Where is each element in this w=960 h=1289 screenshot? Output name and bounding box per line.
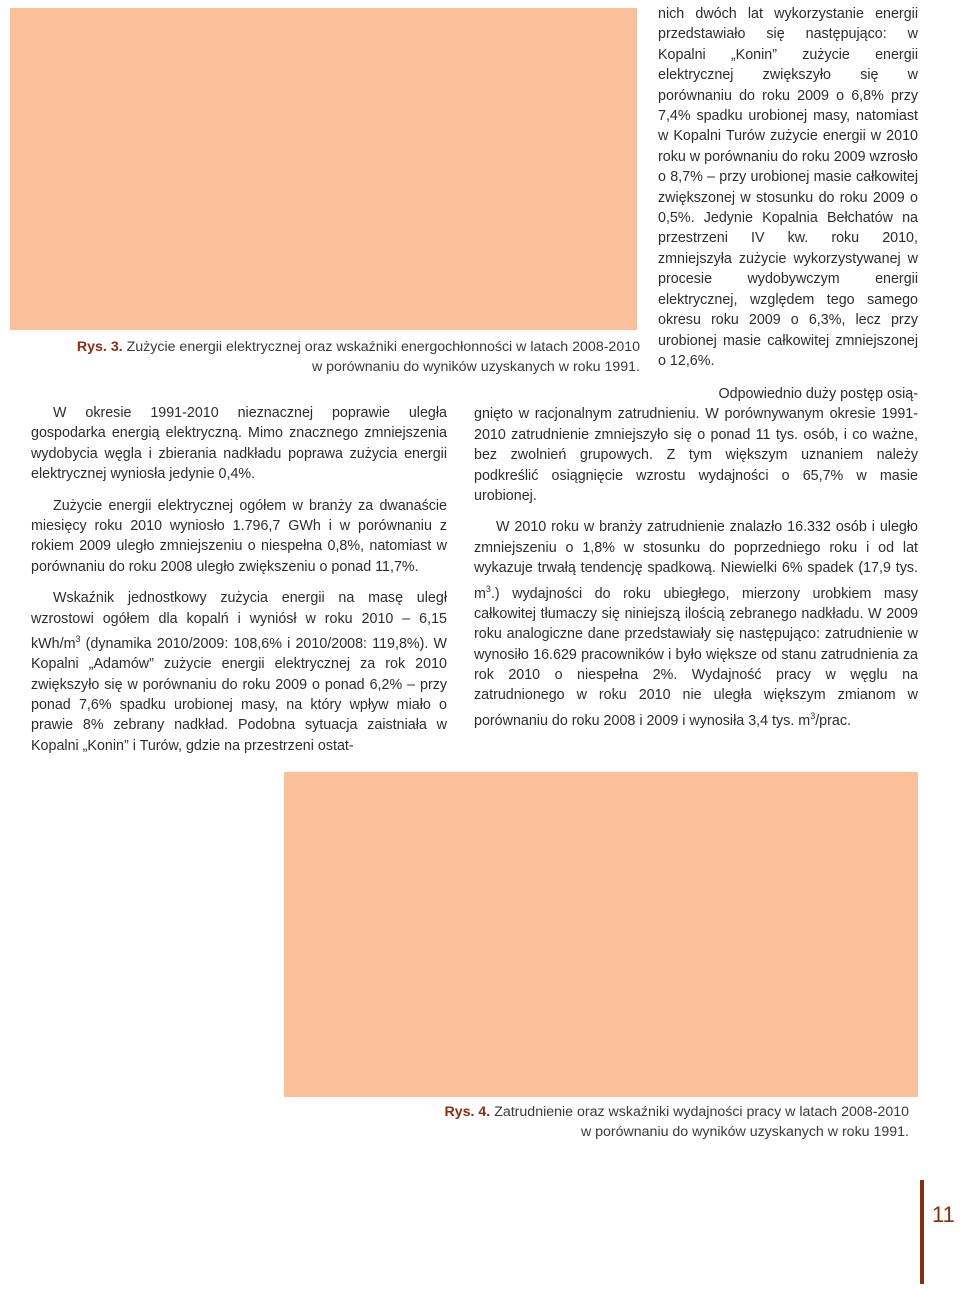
text-run: Wskaźnik jednostkowy zużycia energii na masę uległ wzrostowi ogółem dla kopalń i wyniósł w roku 2010 – 6,15 kWh/m xyxy=(31,590,447,652)
text-run: .) wydajności do roku ubiegłego, mierzony urobkiem masy całkowitej tłumaczy się niniejszą ilością zebranego nadkładu. W 2009 roku analogiczne dane przedstawiały się następująco: zatrudnienie w wynosiło 16.629 pracowników i było większe od stanu zatrudnienia za rok 2010 o niespełna 2%. Wydajność pracy w węglu na zatrudnionego w roku 2010 nie uległa większym zmianom w porównaniu do roku 2008 i 2009 i wynosiła 3,4 tys. m xyxy=(474,585,918,729)
caption-text: Zatrudnienie oraz wskaźniki wydajności pracy w latach 2008-2010 xyxy=(494,1104,909,1120)
right-column-bottom-text xyxy=(474,384,918,731)
caption-line xyxy=(10,337,640,357)
figure-3-caption xyxy=(10,337,640,377)
text-run: Odpowiednio duży postęp osią- xyxy=(718,386,918,402)
text-run: (dynamika 2010/2009: 108,6% i 2010/2008: 119,8%). W Kopalni „Adamów” zużycie energii elektrycznej za rok 2010 zwiększyło się w porównaniu do roku 2009 o ponad 6,2% – przy ponad 7,6% spadku urobionej masy, na który wpływ miało o prawie 8% zebrany nadkład. Podobna sytuacja zaistniała w Kopalni „Konin” i Turów, gdzie na przestrzeni ostat- xyxy=(31,635,447,754)
text-run: /prac. xyxy=(815,712,851,729)
left-column-text xyxy=(31,403,447,756)
caption-text: Zużycie energii elektrycznej oraz wskaźniki energochłonności w latach 2008-2010 xyxy=(126,339,640,355)
caption-line: w porównaniu do wyników uzyskanych w roku 1991. xyxy=(580,1124,909,1140)
right-column-top-text xyxy=(658,4,918,371)
paragraph xyxy=(474,517,918,731)
paragraph xyxy=(31,588,447,756)
figure-3-image xyxy=(10,8,637,330)
text-run: gnięto w racjonalnym zatrudnieniu. W porównywanym okresie 1991-2010 zatrudnienie zmniejszyło się o ponad 11 tys. osób, i co ważne, bez zwolnień grupowych. Z tym większym uznaniem należy podkreślić osiągnięcie wzrostu wydajności o 65,7% w masie urobionej. xyxy=(474,406,918,505)
superscript: 3 xyxy=(75,634,81,645)
caption-label: Rys. 4. xyxy=(444,1104,491,1120)
figure-4-caption xyxy=(300,1102,909,1142)
text-run: W 2010 roku w branży zatrudnienie znalazło 16.332 osób i uległo zmniejszeniu o 1,8% w stosunku do poprzedniego roku i od lat wykazuje trwałą tendencję spadkową. Niewielki 6% spadek (17,9 tys. m xyxy=(474,519,918,602)
paragraph xyxy=(474,384,918,506)
paragraph: nich dwóch lat wykorzystanie energii przedstawiało się następująco: w Kopalni „Konin” zużycie energii elektrycznej zwiększyło się w porównaniu do roku 2009 o 6,8% przy 7,4% spadku urobionej masy, natomiast w Kopalni Turów zużycie energii w 2010 roku w porównaniu do roku 2009 wzrosło o 8,7% – przy urobionej masie całkowitej zwiększonej w stosunku do roku 2009 o 0,5%. Jedynie Kopalnia Bełchatów na przestrzeni IV kw. roku 2010, zmniejszyła zużycie wykorzystywanej w procesie wydobywczym energii elektrycznej, względem tego samego okresu roku 2009 o 6,3%, lecz przy urobionej masie całkowitej zmniejszonej o 12,6%. xyxy=(658,6,918,369)
caption-label: Rys. 3. xyxy=(76,339,123,355)
caption-line xyxy=(300,1102,909,1122)
paragraph: W okresie 1991-2010 nieznacznej poprawie uległa gospodarka energią elektryczną. Mimo znacznego zmniejszenia wydobycia węgla i zbierania nadkładu poprawa zużycia energii elektrycznej wyniosła jedynie 0,4%. xyxy=(31,405,447,483)
superscript: 3 xyxy=(810,710,816,721)
superscript: 3 xyxy=(485,583,491,594)
caption-line: w porównaniu do wyników uzyskanych w roku 1991. xyxy=(311,359,640,375)
figure-4-image xyxy=(284,772,918,1097)
paragraph: Zużycie energii elektrycznej ogółem w branży za dwanaście miesięcy roku 2010 wyniosło 1.796,7 GWh i w porównaniu z rokiem 2009 uległo zmniejszeniu o niespełna 0,8%, natomiast w porównaniu do roku 2008 uległo zwiększeniu o ponad 11,7%. xyxy=(31,497,447,575)
page-number-bar xyxy=(920,1180,924,1284)
page-number: 11 xyxy=(932,1202,955,1227)
